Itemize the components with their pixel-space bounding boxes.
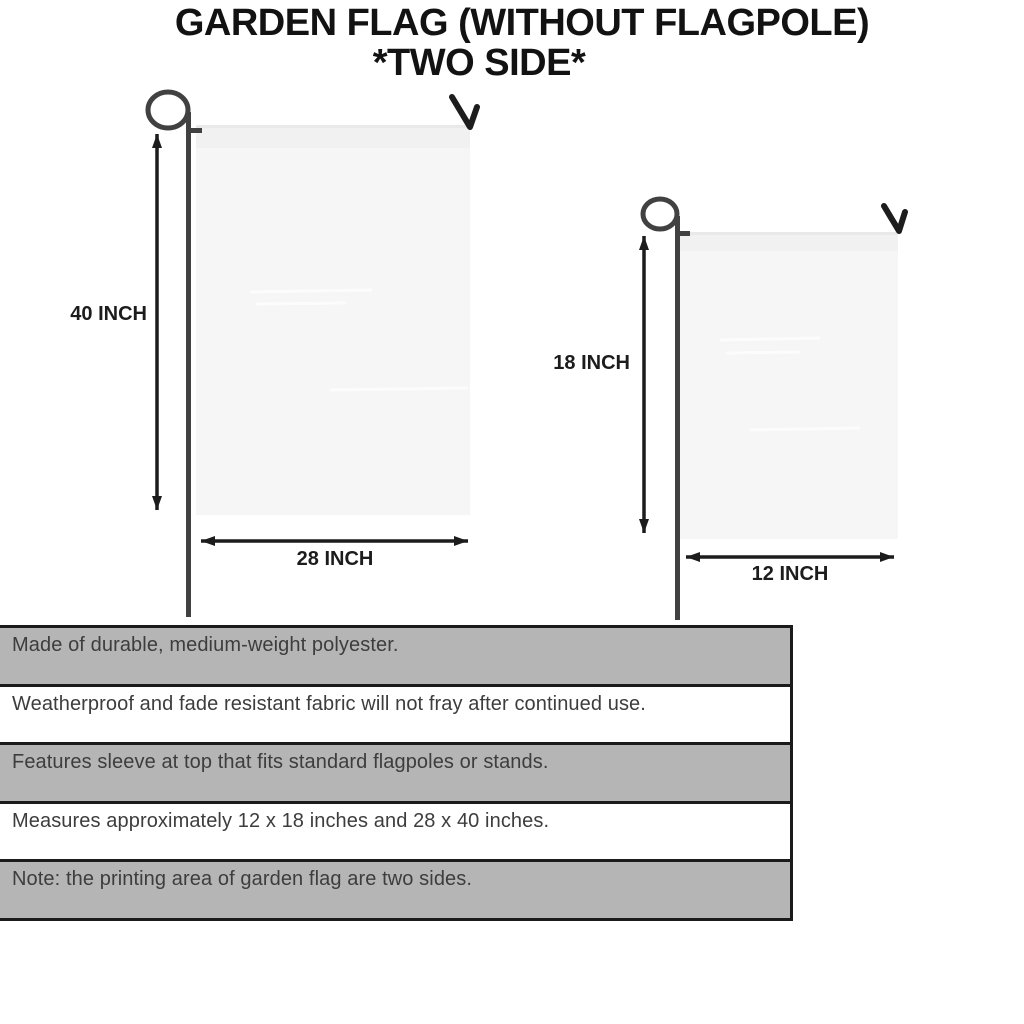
small-hanger-hook-icon xyxy=(884,206,905,231)
small-flagpole-loop-icon xyxy=(643,199,677,229)
feature-row: Weatherproof and fade resistant fabric will not fray after continued use. xyxy=(0,687,790,746)
small-flag-panel xyxy=(679,232,898,539)
large-flag-top-edge xyxy=(196,125,470,128)
feature-row: Features sleeve at top that fits standard flagpoles or stands. xyxy=(0,745,790,804)
large-flagpole-loop-icon xyxy=(148,92,188,128)
large-flag-sleeve xyxy=(196,128,470,148)
large-hanger-hook-icon xyxy=(452,97,477,127)
feature-row: Made of durable, medium-weight polyester. xyxy=(0,628,790,687)
feature-table xyxy=(0,625,793,921)
large-flag-assembly xyxy=(148,92,477,617)
small-flag-sleeve xyxy=(679,235,898,251)
feature-row: Note: the printing area of garden flag are two sides. xyxy=(0,862,790,918)
feature-row: Measures approximately 12 x 18 inches and 28 x 40 inches. xyxy=(0,804,790,863)
small-flag-assembly xyxy=(643,199,905,620)
small-height-label: 18 INCH xyxy=(553,352,630,374)
small-flag-top-edge xyxy=(679,232,898,235)
large-width-label: 28 INCH xyxy=(296,548,374,570)
page-title: GARDEN FLAG (WITHOUT FLAGPOLE) xyxy=(174,2,870,44)
small-width-label: 12 INCH xyxy=(751,563,829,585)
page-subtitle: *TWO SIDE* xyxy=(372,42,586,84)
large-height-label: 40 INCH xyxy=(70,303,147,325)
large-flag-panel xyxy=(196,125,470,515)
